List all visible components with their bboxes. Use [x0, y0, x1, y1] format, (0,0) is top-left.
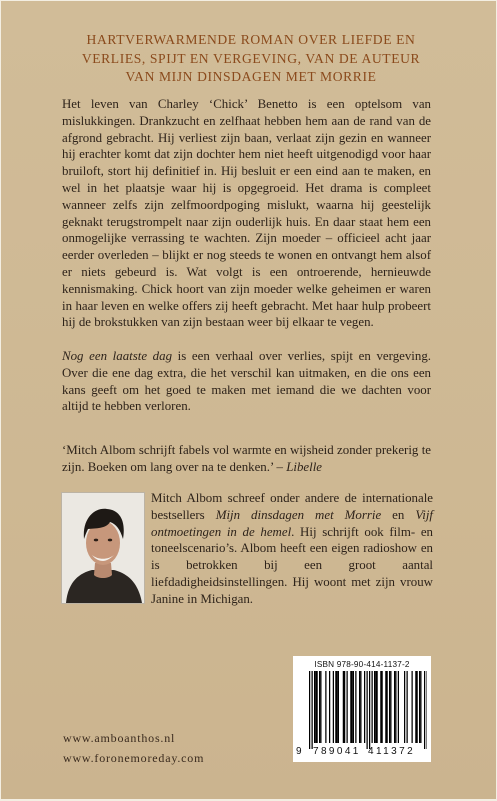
- barcode-bar: [319, 671, 320, 743]
- barcode-bar: [385, 671, 386, 743]
- barcode-bar: [394, 671, 395, 743]
- barcode-bar: [344, 671, 345, 743]
- isbn-label: ISBN 978-90-414-1137-2: [314, 660, 410, 669]
- theme-text: is een verhaal over verlies, spijt en vergeving. Over die ene dag extra, die het verschil kan uitmaken, en die ons een kans geeft om het goed te maken met iemand die we dachten voor altijd te hebben verloren.: [62, 349, 431, 414]
- barcode-bar: [317, 671, 318, 743]
- barcode-bar: [404, 671, 405, 743]
- book-back-cover: [1, 1, 496, 799]
- barcode-bar: [367, 671, 368, 749]
- barcode-bar: [338, 671, 339, 743]
- barcode-image: [297, 671, 427, 749]
- barcode-bar: [387, 671, 388, 743]
- quote-source: Libelle: [286, 459, 323, 474]
- bio-text-3: . Hij schrijft ook film- en toneelscenario’s. Albom heeft een eigen radioshow en is betrokken bij een groot aantal liefdadigheidsinstellingen. Hij woont met zijn vrouw Janine in Michigan.: [151, 524, 433, 606]
- author-bio: [151, 490, 433, 608]
- barcode-bar: [360, 671, 361, 743]
- barcode-bar: [420, 671, 421, 743]
- barcode-bar: [382, 671, 383, 743]
- barcode-bar: [369, 671, 370, 749]
- url-amboanthos[interactable]: www.amboanthos.nl: [63, 731, 176, 745]
- book-title: Nog een laatste dag: [62, 349, 173, 363]
- barcode-bar: [419, 671, 420, 743]
- barcode-bar: [374, 671, 375, 743]
- barcode-bar: [377, 671, 378, 743]
- headline: [61, 31, 441, 87]
- url-foronemoreday[interactable]: www.foronemoreday.com: [63, 751, 205, 765]
- barcode-bar: [333, 671, 334, 743]
- barcode-bar: [390, 671, 391, 743]
- barcode-bar: [343, 671, 344, 743]
- barcode-bar: [347, 671, 348, 743]
- barcode-bar: [315, 671, 316, 743]
- barcode-bar: [309, 671, 310, 749]
- barcode-bar: [372, 671, 373, 743]
- barcode-bar: [424, 671, 425, 749]
- barcode-bar: [417, 671, 418, 743]
- quote-text: ‘Mitch Albom schrijft fabels vol warmte en wijsheid zonder prekerig te zijn. Boeken om lang over na te denken.’ –: [62, 443, 431, 474]
- barcode-bar: [314, 671, 315, 743]
- barcode-bar: [352, 671, 353, 743]
- barcode-bar: [355, 671, 356, 743]
- barcode-digits-right: 411372: [368, 746, 416, 757]
- barcode-bar: [407, 671, 408, 743]
- author-portrait-image: [62, 493, 144, 603]
- publisher-urls: [63, 728, 204, 768]
- barcode-bar: [350, 671, 351, 743]
- author-photo: [61, 492, 145, 604]
- barcode-bar: [364, 671, 365, 743]
- barcode-bar: [412, 671, 413, 743]
- headline-line-1: HARTVERWARMENDE ROMAN OVER LIEFDE EN: [86, 32, 416, 47]
- bio-book-1: Mijn dinsdagen met Morrie: [215, 507, 382, 522]
- barcode-bar: [329, 671, 330, 743]
- barcode-bar: [359, 671, 360, 743]
- barcode-bar: [395, 671, 396, 743]
- barcode-bar: [375, 671, 376, 743]
- headline-line-2: VERLIES, SPIJT EN VERGEVING, VAN DE AUTEUR: [81, 50, 421, 66]
- barcode-bar: [335, 671, 336, 743]
- review-quote: [62, 442, 431, 476]
- bio-text-2: en: [381, 507, 416, 522]
- barcode-bar: [312, 671, 313, 749]
- barcode-digit-first: 9: [296, 746, 302, 757]
- barcode-bar: [325, 671, 326, 743]
- barcode-bar: [380, 671, 381, 743]
- isbn-barcode-box: [293, 656, 431, 762]
- barcode-bar: [353, 671, 354, 743]
- headline-line-3: VAN MIJN DINSDAGEN MET MORRIE: [125, 69, 377, 84]
- barcode-bar: [427, 671, 428, 749]
- barcode-digits-left: 789041: [313, 746, 361, 757]
- barcode-bar: [337, 671, 338, 743]
- theme-paragraph: [62, 348, 431, 415]
- barcode-bar: [320, 671, 321, 743]
- barcode-bar: [398, 671, 399, 743]
- bio-book-2: Vijf ontmoetingen in de hemel: [151, 507, 434, 539]
- barcode-bar: [389, 671, 390, 743]
- bio-text-1: Mitch Albom schreef onder andere de internationale bestsellers: [151, 491, 433, 522]
- synopsis-paragraph: Het leven van Charley ‘Chick’ Benetto is een optelsom van mislukkingen. Drankzucht en zelfhaat hebben hem aan de rand van de afgrond gebracht. Hij verliest zijn baan, verlaat zijn gezin en wanneer hij erachter komt dat zijn dochter hem niet heeft uitgenodigd voor haar bruiloft, stort hij definitief in. Hij besluit er een eind aan te maken, en wel in het plaatsje waar hij is opgegroeid. Het drama is compleet wanneer zelfs zijn zelfmoordpoging mislukt, waarna hij geestelijk geknakt terugstrompelt naar zijn ouderlijk huis. En daar staat hem een onmogelijke verrassing te wachten. Zijn moeder – officieel acht jaar eerder overleden – blijkt er nog steeds te wonen en ontvangt hem alsof er niets gebeurd is. Wat volgt is een ontroerende, hernieuwde kennismaking. Chick hoort van zijn moeder welke geheimen er waren in haar leven en welke offers zij heeft gebracht. Met haar hulp probeert hij de brokstukken van zijn bestaan weer bij elkaar te vegen.: [62, 97, 431, 330]
- barcode-bar: [415, 671, 416, 743]
